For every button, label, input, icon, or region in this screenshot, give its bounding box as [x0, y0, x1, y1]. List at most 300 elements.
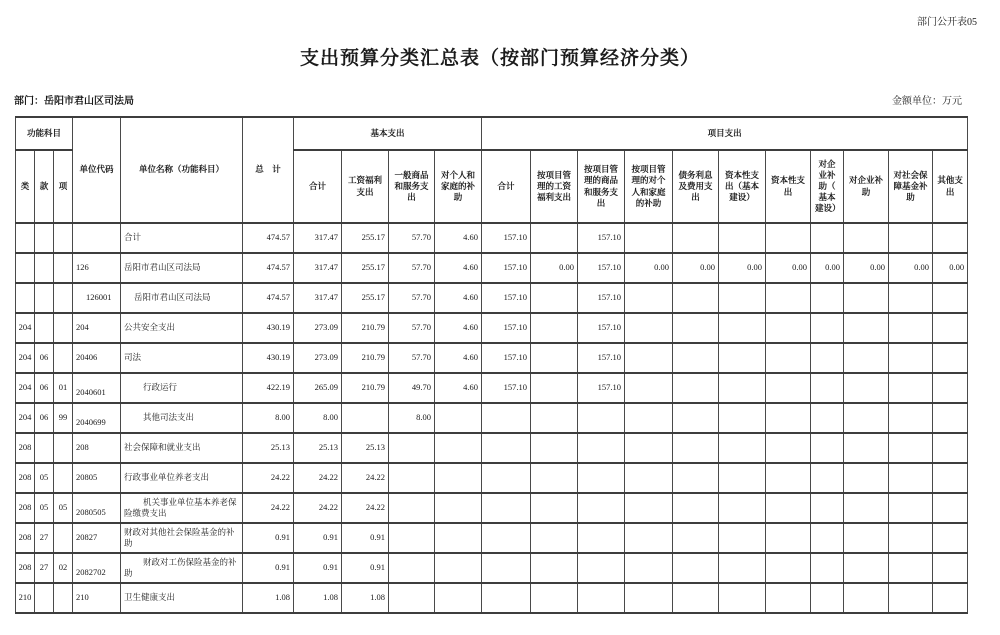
- value-cell: 210.79: [342, 343, 389, 373]
- func-section-cell: [35, 223, 54, 253]
- value-cell: 24.22: [294, 493, 342, 523]
- value-cell: [844, 523, 889, 553]
- value-cell: 317.47: [294, 253, 342, 283]
- value-cell: [889, 583, 933, 613]
- func-item-cell: 05: [54, 493, 73, 523]
- value-cell: 57.70: [389, 343, 435, 373]
- value-cell: 210.79: [342, 373, 389, 403]
- func-section-cell: [35, 583, 54, 613]
- table-row: [16, 373, 968, 403]
- value-cell: [844, 463, 889, 493]
- value-cell: 0.00: [889, 253, 933, 283]
- unit-name-cell: 行政运行: [121, 373, 243, 403]
- value-cell: 57.70: [389, 223, 435, 253]
- func-section-cell: 06: [35, 373, 54, 403]
- value-cell: 4.60: [435, 343, 482, 373]
- header-basic-group: 基本支出: [294, 117, 482, 150]
- value-cell: 422.19: [243, 373, 294, 403]
- value-cell: [933, 283, 968, 313]
- value-cell: [844, 313, 889, 343]
- value-cell: 0.91: [294, 523, 342, 553]
- table-row: [16, 313, 968, 343]
- value-cell: 24.22: [243, 463, 294, 493]
- value-cell: [531, 583, 578, 613]
- value-cell: 0.91: [243, 553, 294, 583]
- value-cell: [673, 373, 719, 403]
- header-proj-social-security: 对社会保障基金补助: [889, 150, 933, 223]
- value-cell: 474.57: [243, 283, 294, 313]
- value-cell: [766, 553, 811, 583]
- value-cell: [889, 343, 933, 373]
- func-class-cell: 208: [16, 433, 35, 463]
- value-cell: 8.00: [294, 403, 342, 433]
- value-cell: [811, 463, 844, 493]
- value-cell: [625, 403, 673, 433]
- unit-name-cell: 司法: [121, 343, 243, 373]
- value-cell: [531, 373, 578, 403]
- value-cell: [482, 553, 531, 583]
- header-proj-wages: 按项目管理的工资福利支出: [531, 150, 578, 223]
- value-cell: [578, 403, 625, 433]
- value-cell: [719, 553, 766, 583]
- value-cell: 0.91: [243, 523, 294, 553]
- unit-code-cell: [73, 223, 121, 253]
- value-cell: [625, 493, 673, 523]
- value-cell: 0.00: [625, 253, 673, 283]
- value-cell: [531, 433, 578, 463]
- value-cell: [389, 583, 435, 613]
- value-cell: [811, 223, 844, 253]
- unit-name-cell: 其他司法支出: [121, 403, 243, 433]
- value-cell: [531, 493, 578, 523]
- value-cell: [673, 493, 719, 523]
- header-proj-personal: 按项目管理的对个人和家庭的补助: [625, 150, 673, 223]
- value-cell: [389, 523, 435, 553]
- value-cell: 0.91: [342, 523, 389, 553]
- value-cell: [766, 343, 811, 373]
- value-cell: 157.10: [482, 283, 531, 313]
- value-cell: [625, 553, 673, 583]
- value-cell: [889, 403, 933, 433]
- header-grand-total: 总 计: [243, 117, 294, 223]
- value-cell: [673, 433, 719, 463]
- value-cell: [811, 433, 844, 463]
- value-cell: [719, 523, 766, 553]
- value-cell: [933, 523, 968, 553]
- header-proj-other: 其他支出: [933, 150, 968, 223]
- unit-name-cell: 岳阳市君山区司法局: [121, 253, 243, 283]
- value-cell: [719, 343, 766, 373]
- func-class-cell: 208: [16, 553, 35, 583]
- value-cell: 4.60: [435, 283, 482, 313]
- func-class-cell: [16, 223, 35, 253]
- value-cell: [811, 313, 844, 343]
- value-cell: [719, 373, 766, 403]
- value-cell: [482, 493, 531, 523]
- value-cell: [933, 583, 968, 613]
- value-cell: [673, 313, 719, 343]
- func-item-cell: [54, 253, 73, 283]
- value-cell: [531, 553, 578, 583]
- unit-name-cell: 岳阳市君山区司法局: [121, 283, 243, 313]
- value-cell: [719, 463, 766, 493]
- unit-code-cell: 2080505: [73, 493, 121, 523]
- value-cell: 157.10: [578, 223, 625, 253]
- func-section-cell: 06: [35, 403, 54, 433]
- value-cell: [933, 493, 968, 523]
- page-title: 支出预算分类汇总表（按部门预算经济分类）: [299, 48, 700, 69]
- func-item-cell: [54, 463, 73, 493]
- value-cell: [889, 553, 933, 583]
- value-cell: [435, 553, 482, 583]
- value-cell: 157.10: [482, 313, 531, 343]
- value-cell: [766, 403, 811, 433]
- value-cell: 317.47: [294, 283, 342, 313]
- value-cell: [435, 433, 482, 463]
- value-cell: [673, 463, 719, 493]
- func-section-cell: 05: [35, 493, 54, 523]
- table-row: [16, 223, 968, 253]
- value-cell: 157.10: [578, 373, 625, 403]
- value-cell: [766, 223, 811, 253]
- value-cell: [673, 343, 719, 373]
- value-cell: [482, 523, 531, 553]
- value-cell: [435, 583, 482, 613]
- value-cell: 24.22: [294, 463, 342, 493]
- func-section-cell: 27: [35, 553, 54, 583]
- value-cell: [719, 313, 766, 343]
- value-cell: [578, 523, 625, 553]
- value-cell: [844, 283, 889, 313]
- value-cell: [389, 433, 435, 463]
- budget-table: [15, 116, 968, 614]
- header-basic-wages: 工资福利支出: [342, 150, 389, 223]
- value-cell: [766, 583, 811, 613]
- value-cell: [625, 373, 673, 403]
- value-cell: 157.10: [578, 283, 625, 313]
- unit-code-cell: 208: [73, 433, 121, 463]
- value-cell: [844, 373, 889, 403]
- func-section-cell: [35, 433, 54, 463]
- value-cell: 0.00: [811, 253, 844, 283]
- func-item-cell: [54, 343, 73, 373]
- value-cell: [482, 583, 531, 613]
- value-cell: [625, 583, 673, 613]
- func-item-cell: 02: [54, 553, 73, 583]
- unit-code-cell: 20805: [73, 463, 121, 493]
- value-cell: [844, 493, 889, 523]
- unit-name-cell: 社会保障和就业支出: [121, 433, 243, 463]
- value-cell: [719, 493, 766, 523]
- header-proj-enterprise: 对企业补助: [844, 150, 889, 223]
- value-cell: [766, 523, 811, 553]
- value-cell: [811, 493, 844, 523]
- header-project-group: 项目支出: [482, 117, 968, 150]
- value-cell: 4.60: [435, 253, 482, 283]
- value-cell: 474.57: [243, 253, 294, 283]
- func-item-cell: [54, 283, 73, 313]
- value-cell: 0.91: [342, 553, 389, 583]
- unit-name-cell: 公共安全支出: [121, 313, 243, 343]
- value-cell: [933, 373, 968, 403]
- department-label: 部门：岳阳市君山区司法局: [14, 96, 134, 107]
- value-cell: 255.17: [342, 253, 389, 283]
- value-cell: 4.60: [435, 223, 482, 253]
- unit-code-cell: 204: [73, 313, 121, 343]
- value-cell: [673, 553, 719, 583]
- header-proj-debt-interest: 债务利息及费用支出: [673, 150, 719, 223]
- value-cell: [625, 523, 673, 553]
- value-cell: [531, 283, 578, 313]
- func-item-cell: 99: [54, 403, 73, 433]
- value-cell: [531, 523, 578, 553]
- table-header: [16, 117, 968, 223]
- table-row: [16, 523, 968, 553]
- table-row: [16, 283, 968, 313]
- value-cell: [811, 373, 844, 403]
- unit-code-cell: 210: [73, 583, 121, 613]
- header-func-section: 款: [35, 150, 54, 223]
- value-cell: 24.22: [342, 493, 389, 523]
- func-item-cell: [54, 433, 73, 463]
- value-cell: 157.10: [482, 343, 531, 373]
- func-section-cell: [35, 283, 54, 313]
- value-cell: [889, 493, 933, 523]
- budget-table-container: [15, 116, 968, 614]
- value-cell: 474.57: [243, 223, 294, 253]
- value-cell: [719, 583, 766, 613]
- value-cell: [531, 343, 578, 373]
- value-cell: [889, 223, 933, 253]
- func-class-cell: 208: [16, 523, 35, 553]
- unit-code-cell: 126: [73, 253, 121, 283]
- value-cell: 1.08: [342, 583, 389, 613]
- func-class-cell: [16, 283, 35, 313]
- value-cell: 0.00: [844, 253, 889, 283]
- value-cell: [673, 223, 719, 253]
- value-cell: 0.00: [933, 253, 968, 283]
- func-class-cell: 204: [16, 313, 35, 343]
- func-section-cell: 06: [35, 343, 54, 373]
- func-class-cell: 204: [16, 373, 35, 403]
- func-class-cell: [16, 253, 35, 283]
- value-cell: 157.10: [578, 313, 625, 343]
- value-cell: [625, 313, 673, 343]
- value-cell: [719, 403, 766, 433]
- unit-name-cell: 行政事业单位养老支出: [121, 463, 243, 493]
- unit-name-cell: 卫生健康支出: [121, 583, 243, 613]
- value-cell: [531, 313, 578, 343]
- func-class-cell: 208: [16, 463, 35, 493]
- value-cell: 255.17: [342, 283, 389, 313]
- header-proj-capital: 资本性支出: [766, 150, 811, 223]
- value-cell: [766, 283, 811, 313]
- header-proj-capital-construction: 资本性支出（基本建设）: [719, 150, 766, 223]
- value-cell: [719, 433, 766, 463]
- value-cell: 8.00: [243, 403, 294, 433]
- unit-code-cell: 2082702: [73, 553, 121, 583]
- value-cell: [811, 523, 844, 553]
- func-class-cell: 204: [16, 403, 35, 433]
- value-cell: [342, 403, 389, 433]
- value-cell: 430.19: [243, 343, 294, 373]
- value-cell: 0.91: [294, 553, 342, 583]
- amount-unit-label: 金额单位：万元: [892, 96, 962, 107]
- unit-code-cell: 20406: [73, 343, 121, 373]
- func-item-cell: 01: [54, 373, 73, 403]
- func-item-cell: [54, 583, 73, 613]
- value-cell: [578, 433, 625, 463]
- value-cell: [933, 463, 968, 493]
- value-cell: 8.00: [389, 403, 435, 433]
- value-cell: [625, 223, 673, 253]
- value-cell: [389, 463, 435, 493]
- value-cell: [844, 553, 889, 583]
- value-cell: 273.09: [294, 343, 342, 373]
- value-cell: 0.00: [531, 253, 578, 283]
- value-cell: [435, 493, 482, 523]
- unit-name-cell: 合计: [121, 223, 243, 253]
- header-func-class: 类: [16, 150, 35, 223]
- value-cell: 210.79: [342, 313, 389, 343]
- value-cell: 49.70: [389, 373, 435, 403]
- value-cell: 57.70: [389, 283, 435, 313]
- value-cell: 1.08: [294, 583, 342, 613]
- value-cell: [578, 583, 625, 613]
- value-cell: 0.00: [766, 253, 811, 283]
- func-section-cell: [35, 253, 54, 283]
- func-item-cell: [54, 313, 73, 343]
- value-cell: [889, 433, 933, 463]
- value-cell: [435, 463, 482, 493]
- value-cell: 265.09: [294, 373, 342, 403]
- value-cell: [435, 523, 482, 553]
- value-cell: 1.08: [243, 583, 294, 613]
- value-cell: [719, 223, 766, 253]
- table-row: [16, 553, 968, 583]
- doc-number-label: 部门公开表05: [917, 17, 977, 28]
- value-cell: [933, 313, 968, 343]
- value-cell: 157.10: [578, 343, 625, 373]
- value-cell: [389, 553, 435, 583]
- value-cell: [889, 283, 933, 313]
- value-cell: [889, 373, 933, 403]
- header-proj-goods: 按项目管理的商品和服务支出: [578, 150, 625, 223]
- value-cell: [844, 583, 889, 613]
- value-cell: [482, 433, 531, 463]
- unit-code-cell: 2040699: [73, 403, 121, 433]
- value-cell: [389, 493, 435, 523]
- value-cell: [673, 403, 719, 433]
- value-cell: [933, 343, 968, 373]
- value-cell: [673, 583, 719, 613]
- func-item-cell: [54, 523, 73, 553]
- func-class-cell: 210: [16, 583, 35, 613]
- value-cell: 57.70: [389, 253, 435, 283]
- value-cell: [933, 223, 968, 253]
- table-row: [16, 253, 968, 283]
- table-row: [16, 583, 968, 613]
- value-cell: 25.13: [294, 433, 342, 463]
- func-class-cell: 204: [16, 343, 35, 373]
- value-cell: 317.47: [294, 223, 342, 253]
- value-cell: [625, 433, 673, 463]
- value-cell: [889, 523, 933, 553]
- func-section-cell: 05: [35, 463, 54, 493]
- table-body: [16, 223, 968, 613]
- header-proj-total: 合计: [482, 150, 531, 223]
- value-cell: [933, 403, 968, 433]
- value-cell: 24.22: [342, 463, 389, 493]
- value-cell: [766, 463, 811, 493]
- value-cell: [844, 403, 889, 433]
- value-cell: 4.60: [435, 373, 482, 403]
- value-cell: [766, 433, 811, 463]
- value-cell: 273.09: [294, 313, 342, 343]
- header-func-item: 项: [54, 150, 73, 223]
- unit-name-cell: 机关事业单位基本养老保险缴费支出: [121, 493, 243, 523]
- unit-code-cell: 20827: [73, 523, 121, 553]
- unit-name-cell: 财政对工伤保险基金的补助: [121, 553, 243, 583]
- table-row: [16, 343, 968, 373]
- value-cell: [435, 403, 482, 433]
- value-cell: [889, 463, 933, 493]
- header-func-group: 功能科目: [16, 117, 73, 150]
- value-cell: [844, 343, 889, 373]
- value-cell: 430.19: [243, 313, 294, 343]
- unit-code-cell: 126001: [73, 283, 121, 313]
- value-cell: [578, 493, 625, 523]
- value-cell: [578, 463, 625, 493]
- func-section-cell: [35, 313, 54, 343]
- value-cell: [625, 283, 673, 313]
- func-item-cell: [54, 223, 73, 253]
- table-row: [16, 493, 968, 523]
- value-cell: [811, 283, 844, 313]
- value-cell: 4.60: [435, 313, 482, 343]
- unit-code-cell: 2040601: [73, 373, 121, 403]
- value-cell: [625, 343, 673, 373]
- value-cell: [766, 493, 811, 523]
- value-cell: [933, 553, 968, 583]
- value-cell: [578, 553, 625, 583]
- value-cell: 255.17: [342, 223, 389, 253]
- header-unit-code: 单位代码: [73, 117, 121, 223]
- value-cell: 157.10: [482, 373, 531, 403]
- value-cell: 25.13: [342, 433, 389, 463]
- table-row: [16, 463, 968, 493]
- header-basic-subsidy: 对个人和家庭的补助: [435, 150, 482, 223]
- value-cell: [482, 463, 531, 493]
- value-cell: [889, 313, 933, 343]
- header-unit-name: 单位名称（功能科目）: [121, 117, 243, 223]
- value-cell: 25.13: [243, 433, 294, 463]
- value-cell: 157.10: [578, 253, 625, 283]
- unit-name-cell: 财政对其他社会保险基金的补助: [121, 523, 243, 553]
- value-cell: 157.10: [482, 253, 531, 283]
- value-cell: 57.70: [389, 313, 435, 343]
- value-cell: [673, 283, 719, 313]
- header-basic-total: 合计: [294, 150, 342, 223]
- value-cell: [482, 403, 531, 433]
- value-cell: [844, 223, 889, 253]
- value-cell: [625, 463, 673, 493]
- table-row: [16, 433, 968, 463]
- value-cell: 24.22: [243, 493, 294, 523]
- func-section-cell: 27: [35, 523, 54, 553]
- value-cell: [933, 433, 968, 463]
- value-cell: [766, 313, 811, 343]
